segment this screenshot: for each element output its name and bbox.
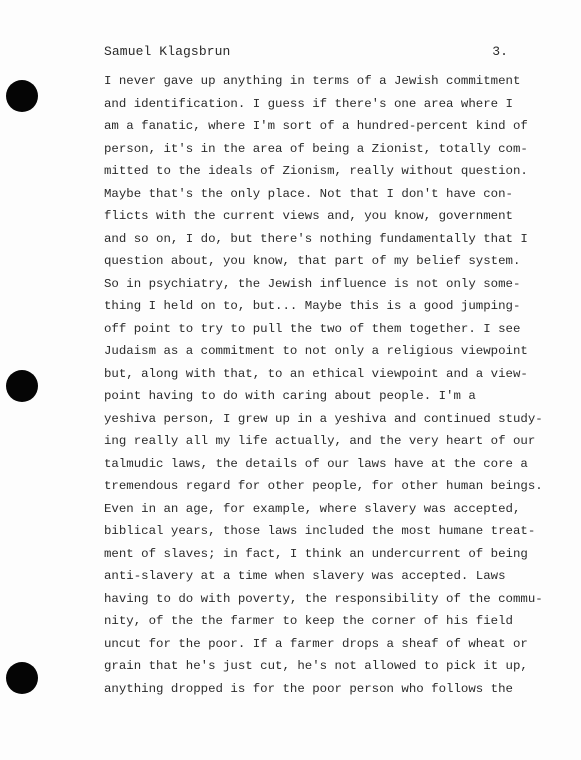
text-line: anti-slavery at a time when slavery was accepted. Laws <box>104 569 506 583</box>
text-line: ing really all my life actually, and the very heart of our <box>104 434 536 448</box>
transcript-body <box>104 70 544 700</box>
page-number: 3. <box>492 44 508 59</box>
text-line: question about, you know, that part of my belief system. <box>104 254 521 268</box>
text-line: mitted to the ideals of Zionism, really without question. <box>104 164 528 178</box>
punch-hole-top <box>6 80 38 112</box>
text-line: I never gave up anything in terms of a Jewish commitment <box>104 74 521 88</box>
text-line: flicts with the current views and, you know, government <box>104 209 513 223</box>
text-line: grain that he's just cut, he's not allowed to pick it up, <box>104 659 528 673</box>
text-line: and identification. I guess if there's one area where I <box>104 96 513 111</box>
punch-hole-middle <box>6 370 38 402</box>
text-line: yeshiva person, I grew up in a yeshiva and continued study- <box>104 411 543 426</box>
text-line: having to do with poverty, the responsibility of the commu- <box>104 591 543 606</box>
text-line: Even in an age, for example, where slavery was accepted, <box>104 501 521 516</box>
text-line: person, it's in the area of being a Zionist, totally com- <box>104 141 528 156</box>
text-line: anything dropped is for the poor person who follows the <box>104 681 513 696</box>
punch-hole-bottom <box>6 662 38 694</box>
text-line: tremendous regard for other people, for other human beings. <box>104 479 543 493</box>
text-line: biblical years, those laws included the most humane treat- <box>104 524 536 538</box>
text-line: Maybe that's the only place. Not that I don't have con- <box>104 186 513 201</box>
text-line: am a fanatic, where I'm sort of a hundred-percent kind of <box>104 119 528 133</box>
text-line: ment of slaves; in fact, I think an undercurrent of being <box>104 546 528 561</box>
text-line: talmudic laws, the details of our laws have at the core a <box>104 456 528 471</box>
text-line: So in psychiatry, the Jewish influence is not only some- <box>104 276 521 291</box>
header-author: Samuel Klagsbrun <box>104 44 231 59</box>
text-line: off point to try to pull the two of them together. I see <box>104 321 521 336</box>
text-line: but, along with that, to an ethical viewpoint and a view- <box>104 366 528 381</box>
text-line: and so on, I do, but there's nothing fundamentally that I <box>104 231 528 246</box>
text-line: Judaism as a commitment to not only a religious viewpoint <box>104 344 528 358</box>
text-line: nity, of the the farmer to keep the corner of his field <box>104 614 513 628</box>
text-line: point having to do with caring about people. I'm a <box>104 389 476 403</box>
text-line: thing I held on to, but... Maybe this is a good jumping- <box>104 299 521 313</box>
text-line: uncut for the poor. If a farmer drops a sheaf of wheat or <box>104 636 528 651</box>
